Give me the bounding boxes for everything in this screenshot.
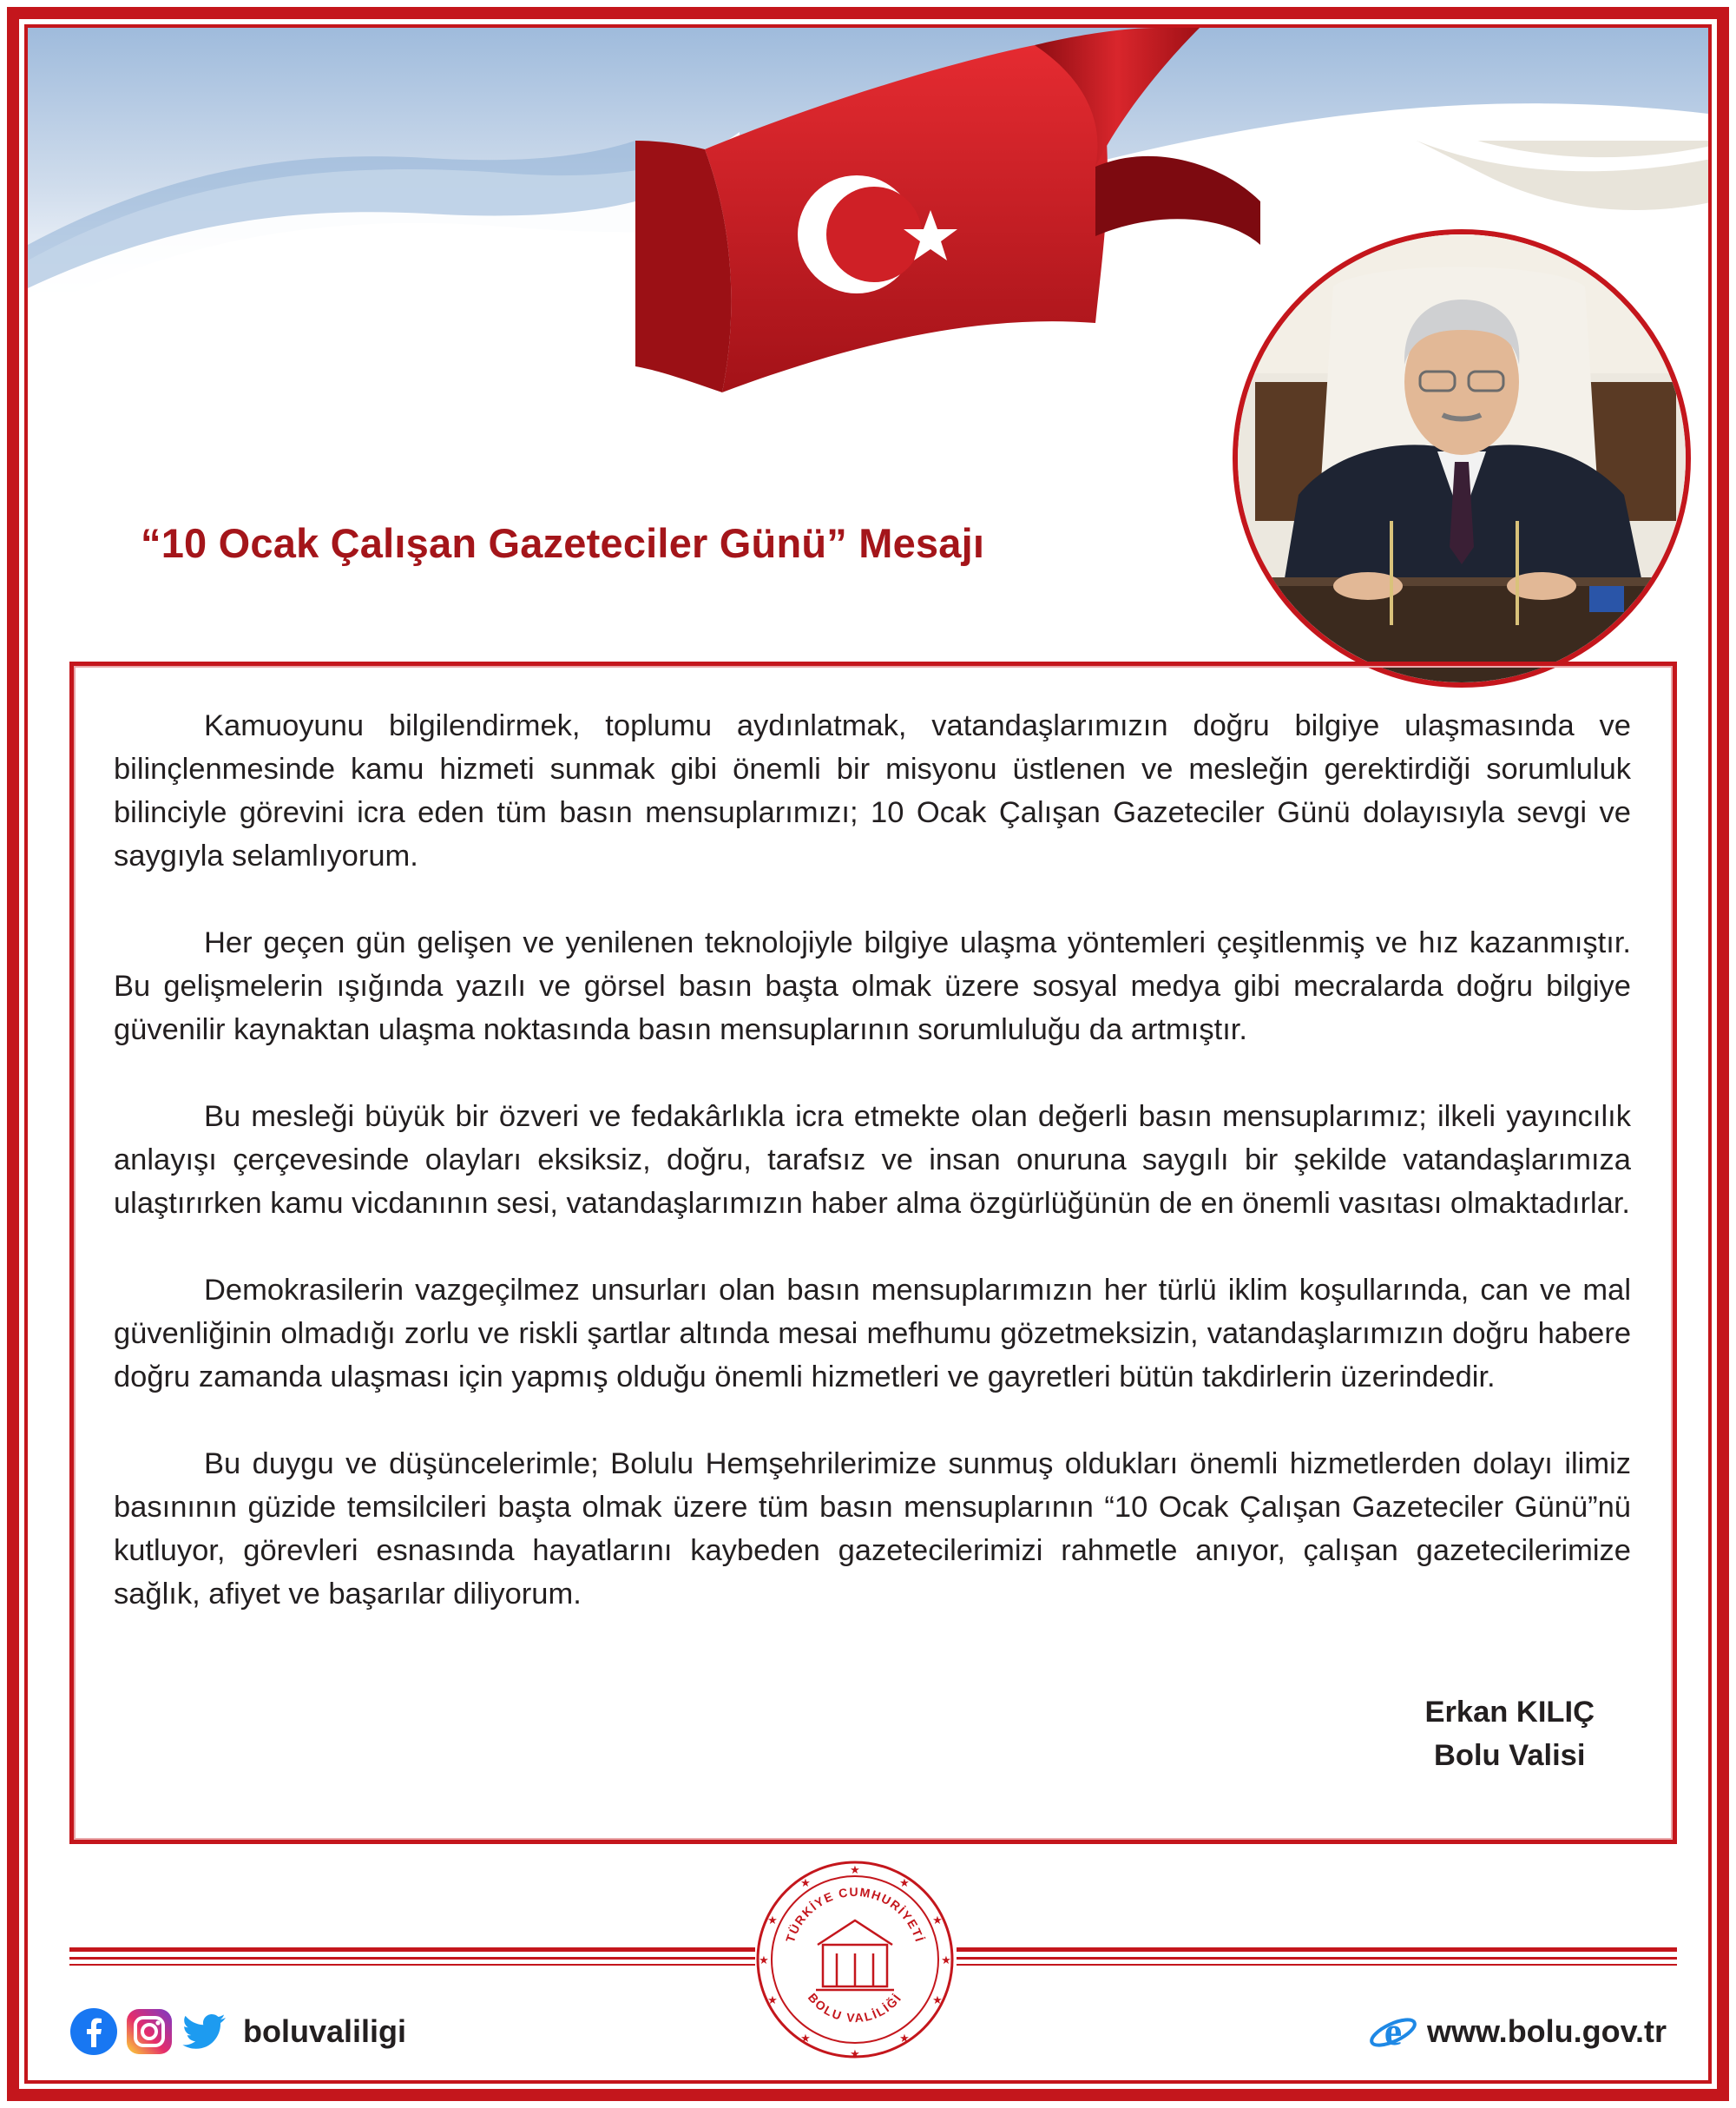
svg-text:★: ★	[941, 1953, 951, 1966]
svg-text:★: ★	[932, 1993, 943, 2006]
svg-text:★: ★	[767, 1993, 778, 2006]
message-paragraph: Bu duygu ve düşüncelerimle; Bolulu Hemşehrilerimize sunmuş oldukları önemli hizmetlerden dolayı ilimiz basınının güzide temsilcileri başta olmak üzere tüm basın mensuplarının “10 Ocak Çalışan Gazeteciler Günü”nü kutluyor, görevleri esnasında hayatlarını kaybeden gazetecilerimizi rahmetle anıyor, çalışan gazetecilerimize sağlık, afiyet ve başarılar diliyorum.	[114, 1447, 1631, 1611]
social-handle[interactable]: boluvaliligi	[243, 2013, 407, 2049]
footer-rule-right	[957, 1947, 1677, 1966]
page-title: “10 Ocak Çalışan Gazeteciler Günü” Mesajı	[141, 520, 985, 566]
svg-text:★: ★	[800, 2032, 811, 2045]
page	[24, 24, 1712, 2084]
signature-block	[1424, 1690, 1595, 1777]
message-paragraph: Demokrasilerin vazgeçilmez unsurları olan basın mensuplarımızın her türlü iklim koşullarında, can ve mal güvenliğinin olmadığı zorlu ve riskli şartlar altında mesai mefhumu gözetmeksizin, vatandaşlarımızın doğru habere doğru zamanda ulaşması için yapmış olduğu önemli hizmetleri ve gayretleri bütün takdirlerin üzerindedir.	[114, 1274, 1631, 1393]
website-link	[1368, 2004, 1667, 2059]
signature-name: Erkan KILIÇ	[1424, 1696, 1595, 1729]
svg-text:★: ★	[899, 1876, 910, 1889]
governor-portrait	[1233, 229, 1691, 688]
social-links	[69, 2004, 406, 2059]
twitter-icon[interactable]	[181, 2007, 229, 2056]
instagram-icon[interactable]	[125, 2007, 174, 2056]
svg-text:★: ★	[850, 2047, 860, 2060]
bolu-valiligi-seal	[753, 1858, 957, 2061]
signature-role: Bolu Valisi	[1433, 1739, 1586, 1772]
message-box	[69, 662, 1677, 1844]
message-paragraph: Bu mesleği büyük bir özveri ve fedakârlıkla icra etmekte olan değerli basın mensuplarımız; ilkeli yayıncılık anlayışı çerçevesinde olayları eksiksiz, doğru, tarafsız ve insan onuruna saygılı bir şekilde vatandaşlarımıza ulaştırırken kamu vicdanının sesi, vatandaşlarımızın haber alma özgürlüğünün de en önemli vasıtası olmaktadırlar.	[114, 1100, 1631, 1220]
message-paragraph: Kamuoyunu bilgilendirmek, toplumu aydınlatmak, vatandaşlarımızın doğru bilgiye ulaşmasında ve bilinçlenmesinde kamu hizmeti sunmak gibi önemli bir misyonu üstlenen ve mesleğin gerektirdiği sorumluluk bilinciyle görevini icra eden tüm basın mensuplarımızı; 10 Ocak Çalışan Gazeteciler Günü dolayısıyla sevgi ve saygıyla selamlıyorum.	[114, 709, 1631, 873]
facebook-icon[interactable]	[69, 2007, 118, 2056]
footer-rule-left	[69, 1947, 755, 1966]
seal-top-text: TÜRKİYE CUMHURİYETİ	[782, 1884, 928, 1945]
message-paragraph: Her geçen gün gelişen ve yenilenen teknolojiyle bilgiye ulaşma yöntemleri çeşitlenmiş ve hız kazanmıştır. Bu gelişmelerin ışığında yazılı ve görsel basın başta olmak üzere sosyal medya gibi mecralarda doğru bilgiye güvenilir kaynaktan ulaşma noktasında basın mensuplarının sorumluluğu da artmıştır.	[114, 926, 1631, 1046]
internet-explorer-icon[interactable]	[1368, 2006, 1418, 2057]
svg-text:★: ★	[800, 1876, 811, 1889]
svg-text:★: ★	[850, 1863, 860, 1876]
svg-text:★: ★	[767, 1914, 778, 1927]
website-url[interactable]: www.bolu.gov.tr	[1427, 2013, 1667, 2049]
svg-text:★: ★	[759, 1953, 769, 1966]
svg-text:★: ★	[899, 2032, 910, 2045]
svg-text:★: ★	[932, 1914, 943, 1927]
svg-text:e: e	[1384, 2009, 1403, 2053]
seal-bottom-text: BOLU VALİLİĞİ	[805, 1990, 905, 2026]
